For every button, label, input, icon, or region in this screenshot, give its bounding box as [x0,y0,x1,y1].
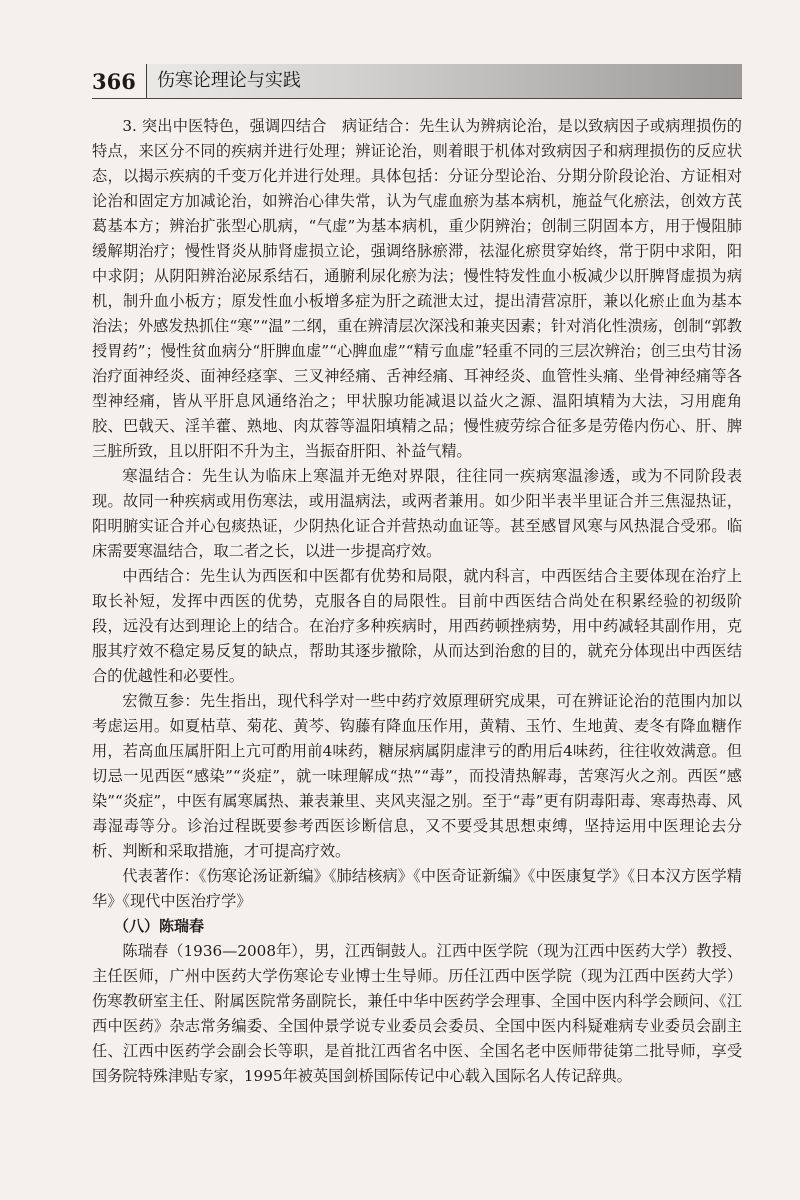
paragraph-zhongxi: 中西结合：先生认为西医和中医都有优势和局限，就内科言，中西医结合主要体现在治疗上取长补短，发挥中西医的优势，克服各自的局限性。目前中西医结合尚处在积累经验的初级阶段，远没有达到理论上的结合。在治疗多种疾病时，用西药顿挫病势，用中药减轻其副作用，克服其疗效不稳定易反复的缺点，帮助其逐步撤除，从而达到治愈的目的，就充分体现出中西医结合的优越性和必要性。 [92,567,742,685]
page-body [92,114,742,1089]
paragraph-works: 代表著作：《伤寒论汤证新编》《肺结核病》《中医奇证新编》《中医康复学》《日本汉方医学精华》《现代中医治疗学》 [92,867,742,910]
paragraph-hongwei: 宏微互参：先生指出，现代科学对一些中药疗效原理研究成果，可在辨证论治的范围内加以考虑运用。如夏枯草、菊花、黄芩、钩藤有降血压作用，黄精、玉竹、生地黄、麦冬有降血糖作用，若高血压属肝阳上亢可酌用前4味药，糖尿病属阴虚津亏的酌用后4味药，往往收效满意。但切忌一见西医“感染”“炎症”，就一味理解成“热”“毒”，而投清热解毒，苦寒泻火之剂。西医“感染”“炎症”，中医有属寒属热、兼表兼里、夹风夹湿之别。至于“毒”更有阴毒阳毒、寒毒热毒、风毒湿毒等分。诊治过程既要参考西医诊断信息，又不要受其思想束缚，坚持运用中医理论去分析、判断和采取措施，才可提高疗效。 [92,692,742,860]
paragraph-bingzheng: 3. 突出中医特色，强调四结合 病证结合：先生认为辨病论治，是以致病因子或病理损伤的特点，来区分不同的疾病并进行处理；辨证论治，则着眼于机体对致病因子和病理损伤的反应状态，以揭示疾病的千变万化并进行处理。具体包括：分证分型论治、分期分阶段论治、方证相对论治和固定方加减论治，如辨治心律失常，认为气虚血瘀为基本病机，施益气化瘀法，创效方芪葛基本方；辨治扩张型心肌病，“气虚”为基本病机，重少阴辨治；创制三阴固本方，用于慢阻肺缓解期治疗；慢性肾炎从肺肾虚损立论，强调络脉瘀滞，祛湿化瘀贯穿始终，常于阴中求阳，阳中求阴；从阴阳辨治泌尿系结石，通腑利尿化瘀为法；慢性特发性血小板减少以肝脾肾虚损为病机，制升血小板方；原发性血小板增多症为肝之疏泄太过，提出清营凉肝，兼以化瘀止血为基本治法；外感发热抓住“寒”“温”二纲，重在辨清层次深浅和兼夹因素；针对消化性溃疡，创制“郭教授胃药”；慢性贫血病分“肝脾血虚”“心脾血虚”“精亏血虚”轻重不同的三层次辨治；创三虫芍甘汤治疗面神经炎、面神经痉挛、三叉神经痛、舌神经痛、耳神经炎、血管性头痛、坐骨神经痛等各型神经痛，皆从平肝息风通络治之；甲状腺功能减退以益火之源、温阳填精为大法，习用鹿角胶、巴戟天、淫羊藿、熟地、肉苁蓉等温阳填精之品；慢性疲劳综合征多是劳倦内伤心、肝、脾三脏所致，且以肝阳不升为主，当振奋肝阳、补益气精。 [92,117,742,460]
page-number: 366 [92,68,136,94]
book-title: 伤寒论理论与实践 [147,64,742,98]
paragraph-biography: 陈瑞春（1936—2008年），男，江西铜鼓人。江西中医学院（现为江西中医药大学）教授、主任医师，广州中医药大学伤寒论专业博士生导师。历任江西中医学院（现为江西中医药大学）伤寒教研室主任、附属医院常务副院长，兼任中华中医药学会理事、全国中医内科学会顾问、《江西中医药》杂志常务编委、全国仲景学说专业委员会委员、全国中医内科疑难病专业委员会副主任、江西中医药学会副会长等职，是首批江西省名中医、全国名老中医师带徒第二批导师，享受国务院特殊津贴专家，1995年被英国剑桥国际传记中心载入国际名人传记辞典。 [92,942,742,1085]
section-heading: （八）陈瑞春 [114,917,205,935]
paragraph-hanwen: 寒温结合：先生认为临床上寒温并无绝对界限，往往同一疾病寒温渗透，或为不同阶段表现。故同一种疾病或用伤寒法，或用温病法，或两者兼用。如少阳半表半里证合并三焦湿热证，阳明腑实证合并心包痰热证，少阴热化证合并营热动血证等。甚至感冒风寒与风热混合受邪。临床需要寒温结合，取二者之长，以进一步提高疗效。 [92,467,742,560]
running-header [92,64,742,99]
